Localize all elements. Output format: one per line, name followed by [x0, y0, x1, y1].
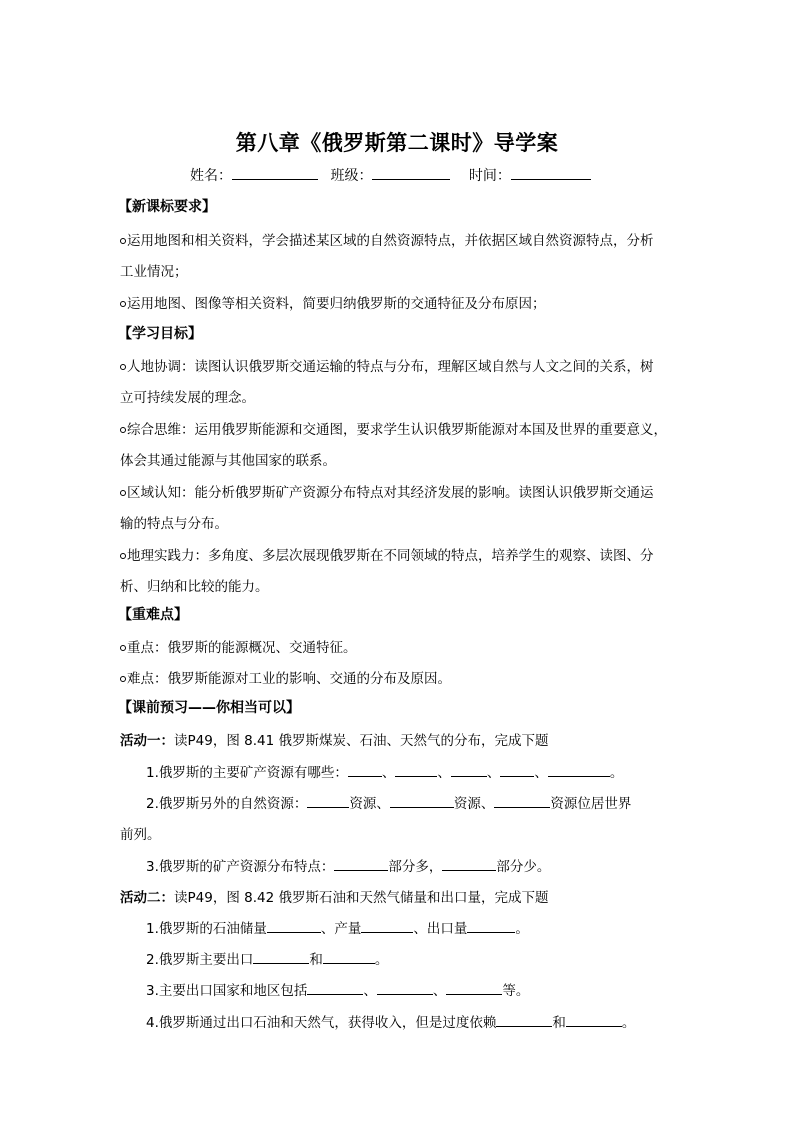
class-label: 班级：: [330, 168, 373, 184]
activity-one-question-2-continued: 前列。: [120, 827, 161, 843]
answer-blank[interactable]: [390, 795, 454, 808]
answer-blank[interactable]: [253, 951, 309, 964]
activity-one-question-3: 3.俄罗斯的矿产资源分布特点： 部分多， 部分少。: [146, 859, 551, 875]
time-label: 时间：: [468, 168, 511, 184]
name-field[interactable]: [232, 165, 318, 180]
preview-heading: 【课前预习——你相当可以】: [118, 700, 300, 716]
answer-blank[interactable]: [307, 795, 349, 808]
answer-blank[interactable]: [323, 951, 375, 964]
bullet-icon: [120, 490, 126, 496]
name-label: 姓名：: [190, 168, 232, 184]
bullet-icon: [120, 676, 126, 682]
goal-item: 区域认知：能分析俄罗斯矿产资源分布特点对其经济发展的影响。读图认识俄罗斯交通运: [120, 481, 654, 501]
activity-one-question-2: 2.俄罗斯另外的自然资源： 资源、 资源、 资源位居世界: [146, 796, 632, 812]
requirement-item: 运用地图、图像等相关资料，简要归纳俄罗斯的交通特征及分布原因；: [120, 292, 546, 312]
bullet-icon: [120, 364, 126, 370]
answer-blank[interactable]: [446, 982, 502, 995]
answer-blank[interactable]: [377, 982, 433, 995]
goal-item-continued: 立可持续发展的理念。: [120, 390, 255, 406]
answer-blank[interactable]: [395, 764, 437, 777]
answer-blank[interactable]: [307, 982, 363, 995]
requirement-item: 运用地图和相关资料，学会描述某区域的自然资源特点，并依据区域自然资源特点，分析: [120, 229, 654, 249]
answer-blank[interactable]: [442, 858, 496, 871]
answer-blank[interactable]: [451, 764, 487, 777]
key-point-item: 重点：俄罗斯的能源概况、交通特征。: [120, 636, 357, 656]
bullet-icon: [120, 427, 126, 433]
time-field[interactable]: [511, 165, 591, 180]
goal-item: 地理实践力：多角度、多层次展现俄罗斯在不同领域的特点，培养学生的观察、读图、分: [120, 544, 654, 564]
goal-item-continued: 输的特点与分布。: [120, 516, 228, 532]
activity-two-question-2: 2.俄罗斯主要出口 和 。: [146, 952, 389, 968]
activity-two-question-1: 1.俄罗斯的石油储量 、产量 、出口量 。: [146, 921, 529, 937]
goal-item: 人地协调：读图认识俄罗斯交通运输的特点与分布，理解区域自然与人文之间的关系，树: [120, 355, 654, 375]
page-title: 第八章《俄罗斯第二课时》导学案: [235, 131, 559, 155]
answer-blank[interactable]: [334, 858, 388, 871]
activity-one-intro: 活动一：读P49，图 8.41 俄罗斯煤炭、石油、天然气的分布，完成下题: [120, 733, 549, 749]
bullet-icon: [120, 645, 126, 651]
answer-blank[interactable]: [496, 1014, 552, 1027]
goal-item: 综合思维：运用俄罗斯能源和交通图，要求学生认识俄罗斯能源对本国及世界的重要意义，: [120, 418, 667, 438]
answer-blank[interactable]: [467, 920, 515, 933]
goals-heading: 【学习目标】: [118, 326, 202, 342]
goal-item-continued: 析、归纳和比较的能力。: [120, 579, 269, 595]
answer-blank[interactable]: [267, 920, 321, 933]
answer-blank[interactable]: [566, 1014, 622, 1027]
difficulty-item: 难点：俄罗斯能源对工业的影响、交通的分布及原因。: [120, 667, 451, 687]
answer-blank[interactable]: [500, 764, 534, 777]
answer-blank[interactable]: [361, 920, 413, 933]
bullet-icon: [120, 301, 126, 307]
requirement-item-continued: 工业情况；: [120, 264, 188, 280]
class-field[interactable]: [372, 165, 450, 180]
activity-two-question-3: 3.主要出口国家和地区包括 、 、 等。: [146, 983, 530, 999]
requirements-heading: 【新课标要求】: [118, 199, 216, 215]
key-points-heading: 【重难点】: [118, 607, 188, 623]
bullet-icon: [120, 553, 126, 559]
answer-blank[interactable]: [348, 764, 382, 777]
answer-blank[interactable]: [548, 764, 610, 777]
bullet-icon: [120, 238, 126, 244]
activity-one-question-1: 1.俄罗斯的主要矿产资源有哪些： 、 、 、 、 。: [146, 765, 624, 781]
student-info-line: [190, 165, 591, 185]
answer-blank[interactable]: [494, 795, 550, 808]
activity-two-question-4: 4.俄罗斯通过出口石油和天然气，获得收入，但是过度依赖 和 。: [146, 1015, 636, 1031]
activity-two-intro: 活动二：读P49，图 8.42 俄罗斯石油和天然气储量和出口量，完成下题: [120, 890, 549, 906]
goal-item-continued: 体会其通过能源与其他国家的联系。: [120, 453, 336, 469]
